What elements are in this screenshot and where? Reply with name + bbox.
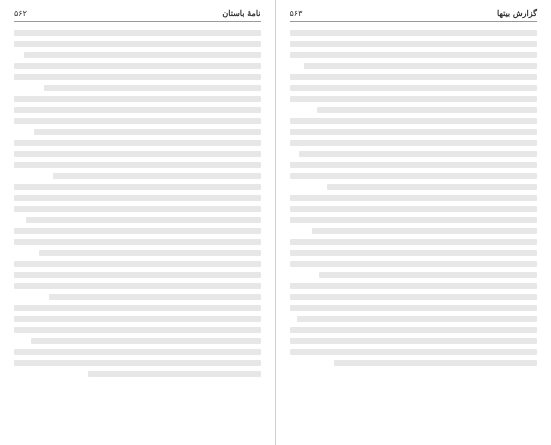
right-page — [276, 0, 551, 445]
right-page-header — [290, 8, 538, 22]
left-page-text-block — [14, 30, 261, 377]
right-page-body — [290, 28, 538, 435]
left-page-header — [14, 8, 261, 22]
right-page-number: ۵۶۳ — [289, 9, 303, 18]
right-page-title: گزارش بیتها — [496, 8, 537, 18]
right-page-text-block — [290, 30, 538, 366]
left-page-number: ۵۶۲ — [14, 9, 27, 18]
left-page-body — [14, 28, 261, 435]
left-page-title: نامهٔ باستان — [222, 8, 261, 18]
